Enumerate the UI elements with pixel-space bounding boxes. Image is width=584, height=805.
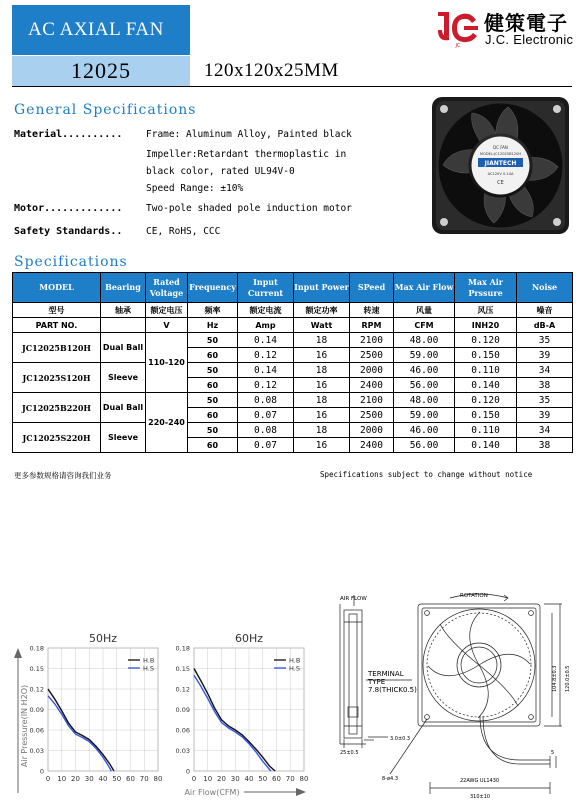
db-cell: 35 [517, 393, 573, 408]
tab-dim: 5 [551, 750, 555, 756]
watt-cell: 18 [294, 393, 350, 408]
cn-header: 频率 [188, 303, 238, 318]
x-tick-label: 70 [285, 775, 295, 783]
watt-cell: 16 [294, 438, 350, 453]
rpm-cell: 2400 [350, 438, 394, 453]
col-header-airflow: Max Air Flow [394, 273, 455, 303]
jc-logo-icon [436, 8, 480, 48]
x-tick-label: 50 [112, 775, 122, 783]
spec-value-safety: CE, RoHS, CCC [146, 226, 221, 237]
rpm-cell: 2100 [350, 393, 394, 408]
y-tick-label: 0.06 [175, 726, 190, 735]
material-line: Impeller:Retardant thermoplastic in [146, 149, 347, 160]
cfm-cell: 56.00 [394, 438, 455, 453]
x-tick-label: 50 [258, 775, 268, 783]
unit-cell: CFM [394, 318, 455, 333]
cn-header: 风压 [455, 303, 517, 318]
y-tick-label: 0.12 [29, 685, 44, 694]
amp-cell: 0.08 [238, 393, 294, 408]
x-tick-label: 0 [191, 775, 197, 783]
spec-label-material: Material.......... [14, 129, 123, 140]
frequency-cell: 50 [188, 423, 238, 438]
spec-label-safety: Safety Standards.. [14, 226, 123, 237]
cfm-cell: 56.00 [394, 378, 455, 393]
x-tick-label: 0 [45, 775, 51, 783]
db-cell: 38 [517, 378, 573, 393]
model-part-number: JC12025S220H [13, 423, 101, 453]
general-spec-title: General Specifications [14, 102, 197, 118]
specifications-table [12, 272, 573, 453]
table-row [13, 363, 573, 378]
legend-label: H.B [289, 656, 301, 665]
cfm-cell: 46.00 [394, 423, 455, 438]
model-part-number: JC12025S120H [13, 363, 101, 393]
company-name-cn: 健策電子 [484, 11, 568, 35]
terminal-type-label: TYPE [368, 678, 386, 686]
product-model-number: 12025 [12, 56, 190, 86]
bearing-type: Sleeve [101, 363, 146, 393]
legend-label: H.S [143, 664, 154, 673]
frequency-cell: 60 [188, 378, 238, 393]
side-dim-2: 120.0±0.5 [565, 665, 571, 692]
model-part-number: JC12025B220H [13, 393, 101, 423]
unit-cell: RPM [350, 318, 394, 333]
wire-spec: 22AWG UL1430 [460, 778, 500, 784]
rpm-cell: 2500 [350, 408, 394, 423]
cfm-cell: 48.00 [394, 393, 455, 408]
amp-cell: 0.14 [238, 333, 294, 348]
amp-cell: 0.08 [238, 423, 294, 438]
cn-header: 额定功率 [294, 303, 350, 318]
y-tick-label: 0.18 [175, 644, 190, 653]
x-tick-label: 60 [126, 775, 135, 783]
db-cell: 38 [517, 438, 573, 453]
cfm-cell: 59.00 [394, 408, 455, 423]
bearing-type: Dual Ball [101, 333, 146, 363]
note-english: Specifications subject to change without notice [320, 470, 533, 479]
material-line: Frame: Aluminum Alloy, Painted black [146, 129, 352, 140]
col-header-model: MODEL [13, 273, 101, 303]
amp-cell: 0.14 [238, 363, 294, 378]
terminal-label: TERMINAL [368, 670, 404, 678]
col-header-pressure: Max Air Prssure [455, 273, 517, 303]
legend-label: H.S [289, 664, 300, 673]
x-tick-label: 70 [139, 775, 149, 783]
air-flow-label: AIR FLOW [340, 596, 367, 602]
cn-header: 风量 [394, 303, 455, 318]
pq-curve-charts [6, 628, 312, 805]
specifications-title: Specifications [14, 254, 128, 270]
x-tick-label: 80 [153, 775, 163, 783]
svg-text:DC FAN: DC FAN [493, 145, 508, 150]
svg-text:JC: JC [455, 43, 461, 48]
x-tick-label: 40 [98, 775, 108, 783]
y-tick-label: 0 [39, 767, 44, 776]
col-header-power: Input Power [294, 273, 350, 303]
unit-cell: V [146, 318, 188, 333]
cfm-cell: 46.00 [394, 363, 455, 378]
y-tick-label: 0.12 [175, 685, 190, 694]
unit-cell: Watt [294, 318, 350, 333]
frequency-cell: 50 [188, 363, 238, 378]
frequency-cell: 60 [188, 408, 238, 423]
y-tick-label: 0.18 [29, 644, 44, 653]
cfm-cell: 48.00 [394, 333, 455, 348]
unit-cell: PART NO. [13, 318, 101, 333]
x-tick-label: 10 [57, 775, 67, 783]
hole-dim: 8-ø4.3 [382, 776, 398, 782]
inh2o-cell: 0.140 [455, 438, 517, 453]
cn-header: 转速 [350, 303, 394, 318]
y-tick-label: 0 [185, 767, 190, 776]
x-axis-arrow-head [296, 788, 306, 796]
header-divider [12, 86, 572, 87]
col-header-current: Input Current [238, 273, 294, 303]
bearing-type: Sleeve [101, 423, 146, 453]
x-tick-label: 30 [230, 775, 240, 783]
product-size: 120x120x25MM [204, 60, 339, 81]
amp-cell: 0.07 [238, 408, 294, 423]
frequency-cell: 50 [188, 333, 238, 348]
y-tick-label: 0.09 [29, 706, 44, 714]
product-category-title: AC AXIAL FAN [12, 5, 190, 55]
frequency-cell: 60 [188, 348, 238, 363]
amp-cell: 0.12 [238, 378, 294, 393]
material-line: black color, rated UL94V-0 [146, 166, 295, 177]
inh2o-cell: 0.110 [455, 423, 517, 438]
chart-title: 50Hz [88, 632, 118, 645]
watt-cell: 18 [294, 333, 350, 348]
thickness-dim: 25±0.5 [340, 750, 359, 756]
x-tick-label: 40 [244, 775, 254, 783]
col-header-bearing: Bearing [101, 273, 146, 303]
table-row [13, 423, 573, 438]
db-cell: 35 [517, 333, 573, 348]
unit-cell: dB-A [517, 318, 573, 333]
inh2o-cell: 0.150 [455, 348, 517, 363]
x-tick-label: 30 [84, 775, 94, 783]
inh2o-cell: 0.120 [455, 333, 517, 348]
y-tick-label: 0.03 [175, 747, 190, 755]
svg-text:CE: CE [497, 180, 504, 186]
hole-offset-dim: 3.0±0.3 [390, 736, 411, 742]
watt-cell: 16 [294, 408, 350, 423]
x-axis-label: Air Flow(CFM) [184, 788, 240, 797]
spec-label-motor: Motor............. [14, 203, 123, 214]
watt-cell: 16 [294, 378, 350, 393]
unit-cell [101, 318, 146, 333]
chart-title: 60Hz [234, 632, 264, 645]
unit-cell: Amp [238, 318, 294, 333]
material-line: Speed Range: ±10% [146, 183, 244, 194]
note-chinese: 更多参数规格请咨询我们业务 [14, 471, 112, 480]
unit-cell: Hz [188, 318, 238, 333]
cn-header: 噪音 [517, 303, 573, 318]
x-tick-label: 20 [217, 775, 226, 783]
x-tick-label: 80 [299, 775, 309, 783]
svg-text:MODEL:JC12025B120H: MODEL:JC12025B120H [479, 152, 522, 156]
company-name-en: J.C. Electronic [485, 32, 574, 47]
col-header-frequency: Frequency [188, 273, 238, 303]
spec-value-motor: Two-pole shaded pole induction motor [146, 203, 352, 214]
watt-cell: 18 [294, 363, 350, 378]
col-header-speed: SPeed [350, 273, 394, 303]
svg-text:JIANTECH: JIANTECH [484, 160, 517, 167]
rpm-cell: 2400 [350, 378, 394, 393]
y-axis-label: Air Pressure(IN H2O) [20, 684, 29, 768]
x-tick-label: 10 [203, 775, 213, 783]
spec-value-material [146, 126, 352, 197]
y-axis-arrow-head [14, 648, 22, 658]
rotation-label: ROTATION [460, 593, 488, 599]
db-cell: 34 [517, 423, 573, 438]
rpm-cell: 2000 [350, 363, 394, 378]
inh2o-cell: 0.120 [455, 393, 517, 408]
cn-header: 型号 [13, 303, 101, 318]
watt-cell: 18 [294, 423, 350, 438]
db-cell: 39 [517, 348, 573, 363]
wire-length: 310±10 [470, 794, 491, 800]
col-header-noise: Noise [517, 273, 573, 303]
y-tick-label: 0.15 [175, 665, 190, 673]
amp-cell: 0.12 [238, 348, 294, 363]
table-row [13, 333, 573, 348]
rpm-cell: 2100 [350, 333, 394, 348]
dimension-drawing [330, 592, 580, 805]
cfm-cell: 59.00 [394, 348, 455, 363]
side-dim-1: 104.8±0.3 [552, 665, 558, 692]
terminal-thickness-label: 7.8(THICK0.5) [368, 686, 417, 694]
rated-voltage: 110-120 [146, 333, 188, 393]
frequency-cell: 60 [188, 438, 238, 453]
cn-header: 额定电流 [238, 303, 294, 318]
rpm-cell: 2000 [350, 423, 394, 438]
inh2o-cell: 0.150 [455, 408, 517, 423]
watt-cell: 16 [294, 348, 350, 363]
legend-label: H.B [143, 656, 155, 665]
table-row [13, 393, 573, 408]
unit-cell: INH20 [455, 318, 517, 333]
col-header-voltage: Rated Voltage [146, 273, 188, 303]
bearing-type: Dual Ball [101, 393, 146, 423]
rpm-cell: 2500 [350, 348, 394, 363]
y-tick-label: 0.15 [29, 665, 44, 673]
frequency-cell: 50 [188, 393, 238, 408]
svg-text:AC120V 0.14A: AC120V 0.14A [487, 172, 514, 176]
model-part-number: JC12025B120H [13, 333, 101, 363]
amp-cell: 0.07 [238, 438, 294, 453]
inh2o-cell: 0.140 [455, 378, 517, 393]
fan-product-photo [428, 93, 573, 238]
inh2o-cell: 0.110 [455, 363, 517, 378]
y-tick-label: 0.03 [29, 747, 44, 755]
y-tick-label: 0.09 [175, 706, 190, 714]
db-cell: 34 [517, 363, 573, 378]
x-tick-label: 60 [272, 775, 281, 783]
y-tick-label: 0.06 [29, 726, 44, 735]
x-tick-label: 20 [71, 775, 80, 783]
rated-voltage: 220-240 [146, 393, 188, 453]
cn-header: 额定电压 [146, 303, 188, 318]
cn-header: 轴承 [101, 303, 146, 318]
db-cell: 39 [517, 408, 573, 423]
